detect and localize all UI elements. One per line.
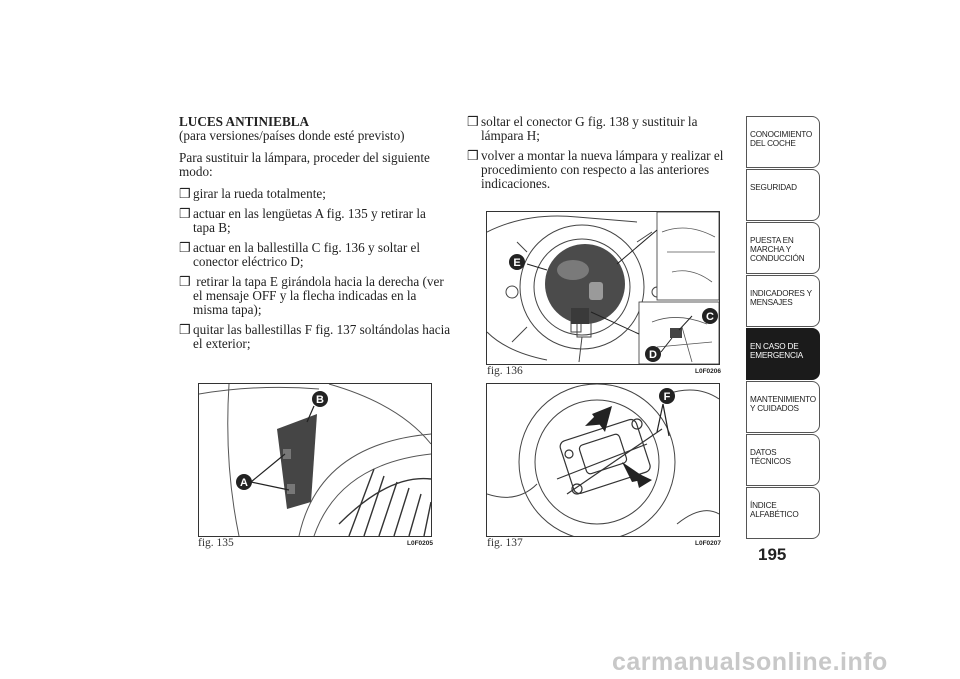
- tab-indicadores-y-mensajes[interactable]: INDICADORES Y MENSAJES: [746, 275, 820, 327]
- tab-conocimiento-del-coche[interactable]: CONOCIMIENTO DEL COCHE: [746, 116, 820, 168]
- label-e: E: [513, 257, 521, 269]
- tab-datos-tecnicos[interactable]: DATOS TÉCNICOS: [746, 434, 820, 486]
- label-c: C: [706, 311, 714, 323]
- tab-indice-alfabetico[interactable]: ÍNDICE ALFABÉTICO: [746, 487, 820, 539]
- section-subtitle: (para versiones/países donde esté previsto): [179, 128, 405, 143]
- figure-137: [486, 383, 720, 537]
- section-title: LUCES ANTINIEBLA: [179, 114, 310, 129]
- bullet-icon: ❒: [467, 148, 479, 163]
- label-d: D: [649, 349, 657, 361]
- watermark: carmanualsonline.info: [612, 648, 888, 676]
- bullet-icon: ❒: [179, 186, 191, 201]
- step-6: ❒ soltar el conector G fig. 138 y sustituir la lámpara H;: [467, 114, 698, 143]
- step-3: ❒ actuar en la ballestilla C fig. 136 y soltar el conector eléctrico D;: [179, 240, 421, 269]
- step-5: ❒ quitar las ballestillas F fig. 137 soltándolas hacia el exterior;: [179, 322, 451, 351]
- tab-seguridad[interactable]: SEGURIDAD: [746, 169, 820, 221]
- label-f: F: [663, 391, 671, 403]
- page-number: 195: [758, 545, 787, 564]
- bullet-icon: ❒: [179, 206, 191, 221]
- left-text-column: [179, 115, 451, 357]
- figure-136: [486, 211, 720, 365]
- bullet-icon: ❒: [179, 322, 191, 337]
- figure-137-code: L0F0207: [695, 540, 722, 547]
- tab-en-caso-de-emergencia[interactable]: EN CASO DE EMERGENCIA: [746, 328, 820, 380]
- label-a: A: [240, 477, 248, 489]
- tab-mantenimiento-y-cuidados[interactable]: MANTENIMIENTO Y CUIDADOS: [746, 381, 820, 433]
- figure-136-code: L0F0206: [695, 368, 722, 375]
- intro-text: Para sustituir la lámpara, proceder del siguiente modo:: [179, 150, 430, 179]
- step-2: ❒ actuar en las lengüetas A fig. 135 y retirar la tapa B;: [179, 206, 426, 235]
- bullet-icon: ❒: [179, 274, 191, 289]
- bulb-spring-clips-illustration: [487, 384, 719, 536]
- figure-136-caption: fig. 136: [487, 365, 523, 377]
- wheel-arch-cover-illustration: [199, 384, 431, 536]
- label-b: B: [316, 394, 324, 406]
- tab-puesta-en-marcha[interactable]: PUESTA EN MARCHA Y CONDUCCIÓN: [746, 222, 820, 274]
- step-1: ❒ girar la rueda totalmente;: [179, 186, 326, 201]
- chapter-tabs: [746, 116, 820, 540]
- bullet-icon: ❒: [467, 114, 479, 129]
- step-4: ❒ retirar la tapa E girándola hacia la derecha (ver el mensaje OFF y la flecha indicadas en la misma tapa);: [179, 274, 444, 317]
- right-text-column: [467, 115, 737, 197]
- figure-135-caption: fig. 135: [198, 537, 234, 549]
- figure-135: [198, 383, 432, 537]
- headlamp-connector-illustration: [487, 212, 719, 364]
- figure-135-code: L0F0205: [407, 540, 434, 547]
- bullet-icon: ❒: [179, 240, 191, 255]
- figure-137-caption: fig. 137: [487, 537, 523, 549]
- step-7: ❒ volver a montar la nueva lámpara y realizar el procedimiento con respecto a las anteriores indicaciones.: [467, 148, 724, 191]
